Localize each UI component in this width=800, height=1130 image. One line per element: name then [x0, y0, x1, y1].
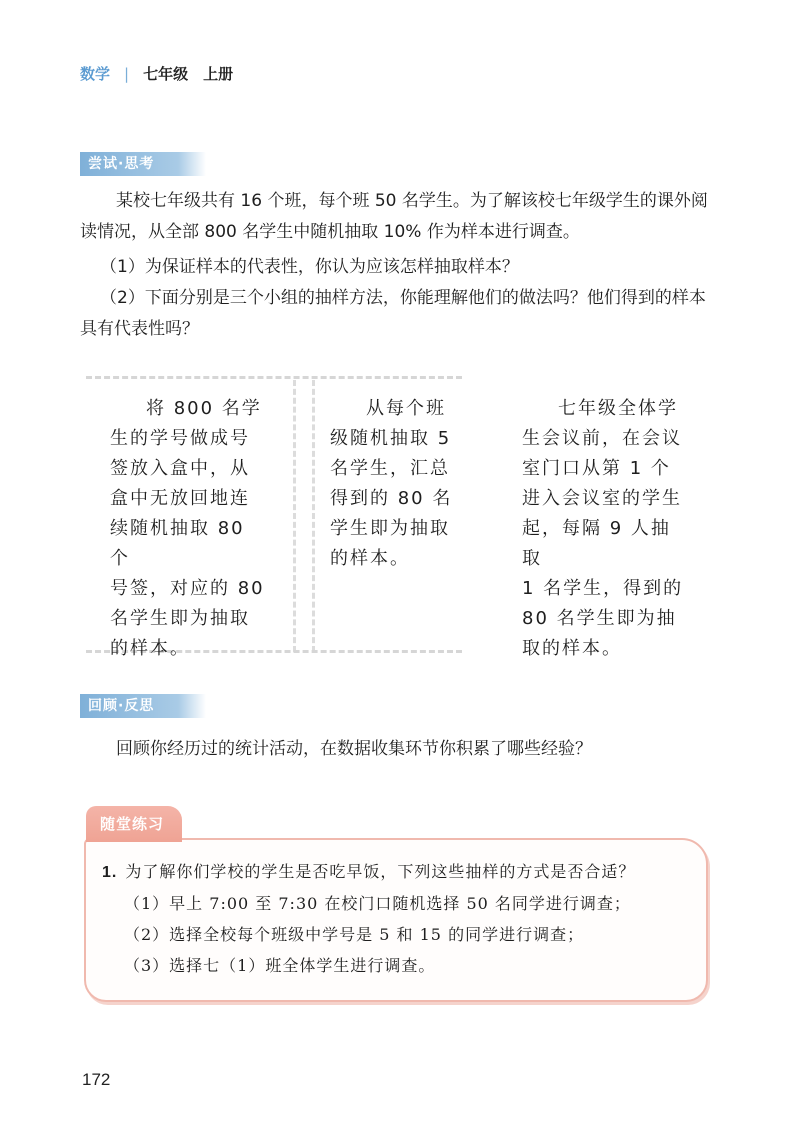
practice-item: （3）选择七（1）班全体学生进行调查。: [124, 956, 436, 975]
method-line: 生的学号做成号: [110, 428, 250, 449]
section-tag-review-reflect: 回顾·反思: [80, 694, 206, 718]
method-line: 取的样本。: [522, 638, 622, 659]
section-tag-try-think: 尝试·思考: [80, 152, 206, 176]
practice-tab: 随堂练习: [86, 806, 182, 842]
practice-item: （1）早上 7:00 至 7:30 在校门口随机选择 50 名同学进行调查；: [124, 894, 631, 913]
method-line: 学生即为抽取: [330, 518, 450, 539]
method-line: 级随机抽取 5: [330, 428, 452, 449]
method-group-3: [522, 394, 688, 664]
method-line: 80 名学生即为抽: [522, 608, 677, 629]
methods-top-divider: [86, 376, 462, 379]
method-line: 进入会议室的学生: [522, 488, 682, 509]
page-header: [80, 63, 233, 84]
page-number: 172: [82, 1070, 111, 1089]
method-line: 将 800 名学: [146, 398, 262, 419]
method-group-2: [330, 394, 458, 574]
header-separator: |: [124, 65, 130, 83]
method-line: 盒中无放回地连: [110, 488, 250, 509]
methods-divider-2: [312, 380, 315, 652]
method-line: 号签，对应的 80: [110, 578, 265, 599]
problem-intro: 某校七年级共有 16 个班，每个班 50 名学生。为了解该校七年级学生的课外阅读情况，从全部 800 名学生中随机抽取 10% 作为样本进行调查。: [80, 191, 708, 242]
question-1: （1）为保证样本的代表性，你认为应该怎样抽取样本？: [100, 257, 519, 277]
method-line: 起，每隔 9 人抽取: [522, 518, 671, 569]
practice-number: 1.: [102, 864, 118, 881]
subject-title: 数学: [80, 65, 111, 83]
method-group-1: [110, 394, 270, 664]
method-line: 七年级全体学: [558, 398, 678, 419]
method-line: 生会议前，在会议: [522, 428, 682, 449]
method-line: 名学生，汇总: [330, 458, 450, 479]
grade-volume: 七年级 上册: [143, 65, 234, 83]
method-line: 从每个班: [366, 398, 446, 419]
method-line: 名学生即为抽取: [110, 608, 250, 629]
method-line: 的样本。: [330, 548, 410, 569]
review-question: 回顾你经历过的统计活动，在数据收集环节你积累了哪些经验？: [116, 739, 592, 759]
method-line: 的样本。: [110, 638, 190, 659]
method-line: 续随机抽取 80 个: [110, 518, 245, 569]
method-line: 1 名学生，得到的: [522, 578, 684, 599]
practice-content: [102, 856, 702, 981]
practice-item: （2）选择全校每个班级中学号是 5 和 15 的同学进行调查；: [124, 925, 585, 944]
method-line: 签放入盒中，从: [110, 458, 250, 479]
method-line: 室门口从第 1 个: [522, 458, 671, 479]
practice-question: 为了解你们学校的学生是否吃早饭，下列这些抽样的方式是否合适？: [125, 862, 636, 881]
methods-divider-1: [293, 380, 296, 652]
method-line: 得到的 80 名: [330, 488, 453, 509]
practice-question-line: [102, 856, 702, 888]
question-2: （2）下面分别是三个小组的抽样方法，你能理解他们的做法吗？他们得到的样本具有代表性吗？: [80, 288, 706, 339]
